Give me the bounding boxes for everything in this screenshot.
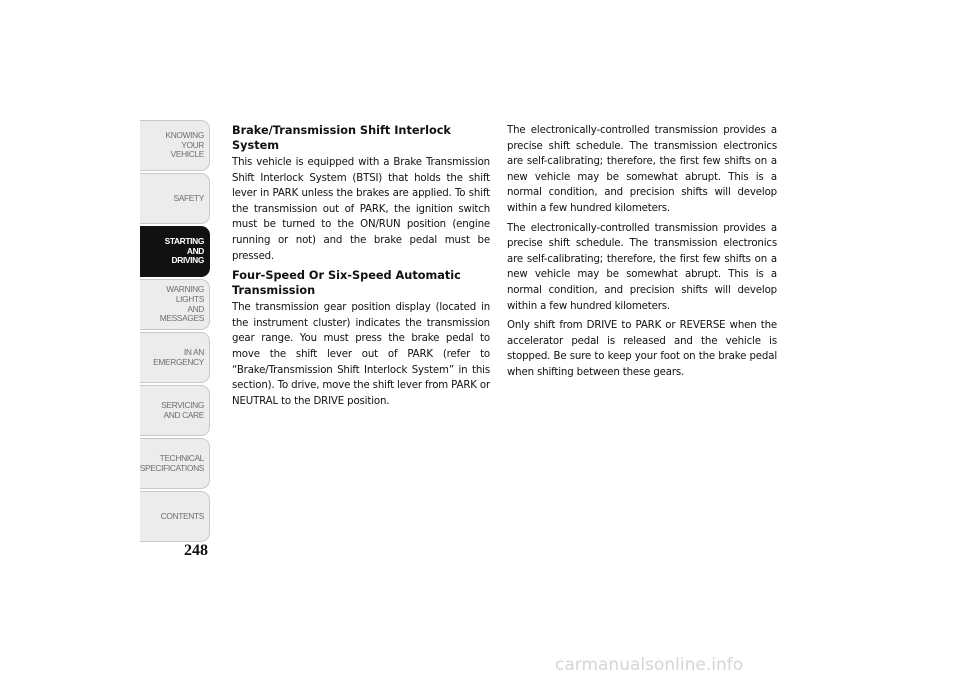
paragraph-btsi: This vehicle is equipped with a Brake Transmission Shift Interlock System (BTSI) that holds the shift lever in PARK unless the brakes are applied. To shift the transmission out of PARK, the ignition switch must be turned to the ON/RUN position (engine running or not) and the brake pedal must be pressed. xyxy=(232,157,490,262)
watermark-text: carmanualsonline.info xyxy=(555,655,744,675)
tab-servicing-and-care[interactable]: SERVICING AND CARE xyxy=(140,385,210,436)
paragraph-shift-park-reverse: Only shift from DRIVE to PARK or REVERSE when the accelerator pedal is released and the vehicle is stopped. Be sure to keep your foot on the brake pedal when shifting between these gears. xyxy=(507,320,777,378)
page-number: 248 xyxy=(184,542,208,559)
paragraph-shift-schedule-2: The electronically-controlled transmission provides a precise shift schedule. The transmission electronics are self-calibrating; therefore, the first few shifts on a new vehicle may be somewhat abrupt. This is a normal condition, and precision shifts will develop within a few hundred kilometers. xyxy=(507,222,777,312)
tab-knowing-your-vehicle[interactable]: KNOWING YOUR VEHICLE xyxy=(140,120,210,171)
tab-contents[interactable]: CONTENTS xyxy=(140,491,210,542)
left-column xyxy=(232,123,490,413)
heading-automatic-transmission: Four-Speed Or Six-Speed Automatic Transmission xyxy=(232,269,461,298)
right-column xyxy=(507,123,777,385)
paragraph-gear-position-display: The transmission gear position display (located in the instrument cluster) indicates the transmission gear range. You must press the brake pedal to move the shift lever out of PARK (refer to “Brake/Transmission Shift Interlock System” in this section). To drive, move the shift lever from PARK or NEUTRAL to the DRIVE position. xyxy=(232,302,490,407)
heading-brake-shift-interlock: Brake/Transmission Shift Interlock System xyxy=(232,124,451,152)
tab-warning-lights-and-messages[interactable]: WARNING LIGHTS AND MESSAGES xyxy=(140,279,210,330)
tab-in-an-emergency[interactable]: IN AN EMERGENCY xyxy=(140,332,210,383)
paragraph-shift-schedule-1: The electronically-controlled transmission provides a precise shift schedule. The transmission electronics are self-calibrating; therefore, the first few shifts on a new vehicle may be somewhat abrupt. This is a normal condition, and precision shifts will develop within a few hundred kilometers. xyxy=(507,125,777,214)
tab-starting-and-driving[interactable]: STARTING AND DRIVING xyxy=(140,226,210,277)
tab-safety[interactable]: SAFETY xyxy=(140,173,210,224)
tab-technical-specifications[interactable]: TECHNICAL SPECIFICATIONS xyxy=(140,438,210,489)
